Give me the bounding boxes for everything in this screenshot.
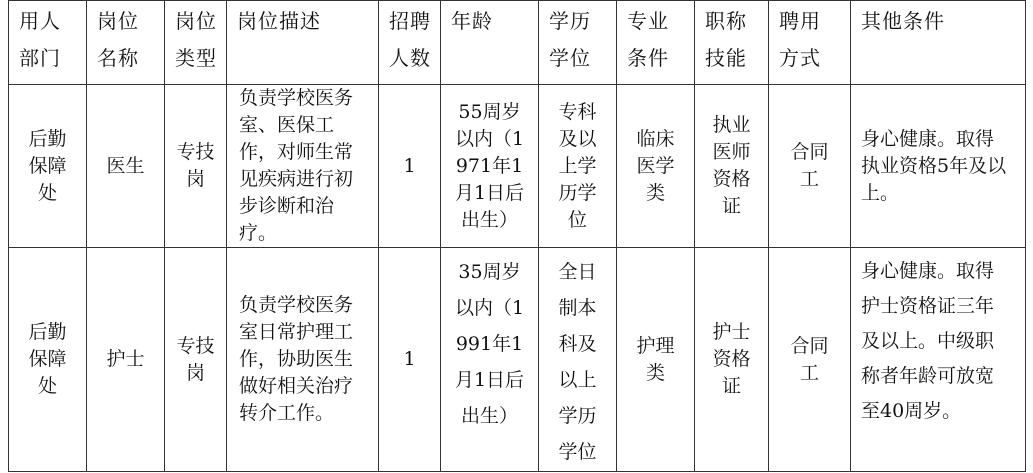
cell-description: 负责学校医务室、医保工作，对师生常见疾病进行初步诊断和治疗。 xyxy=(227,85,379,248)
cell-dept: 后勤保障处 xyxy=(9,248,87,472)
header-post-type: 岗位类型 xyxy=(165,1,227,85)
cell-hire: 合同工 xyxy=(769,85,851,248)
header-row xyxy=(9,1,1026,85)
cell-age: 35周岁以内（1991年1月1日后出生） xyxy=(441,248,539,472)
header-dept: 用人部门 xyxy=(9,1,87,85)
header-count: 招聘人数 xyxy=(379,1,441,85)
cell-education: 专科及以上学历学位 xyxy=(539,85,617,248)
cell-post-type: 专技岗 xyxy=(165,248,227,472)
header-hire: 聘用方式 xyxy=(769,1,851,85)
cell-major: 护理类 xyxy=(617,248,695,472)
cell-dept: 后勤保障处 xyxy=(9,85,87,248)
table-row xyxy=(9,248,1026,472)
header-description: 岗位描述 xyxy=(227,1,379,85)
recruitment-table xyxy=(8,0,1026,472)
cell-count: 1 xyxy=(379,85,441,248)
header-education: 学历学位 xyxy=(539,1,617,85)
cell-age: 55周岁以内（1971年1月1日后出生） xyxy=(441,85,539,248)
cell-description: 负责学校医务室日常护理工作，协助医生做好相关治疗转介工作。 xyxy=(227,248,379,472)
cell-count: 1 xyxy=(379,248,441,472)
cell-post-type: 专技岗 xyxy=(165,85,227,248)
cell-other: 身心健康。取得护士资格证三年及以上。中级职称者年龄可放宽至40周岁。 xyxy=(851,248,1026,472)
cell-other: 身心健康。取得执业资格5年及以上。 xyxy=(851,85,1026,248)
table-row xyxy=(9,85,1026,248)
cell-skill: 护士资格证 xyxy=(695,248,769,472)
header-other: 其他条件 xyxy=(851,1,1026,85)
header-age: 年龄 xyxy=(441,1,539,85)
cell-hire: 合同工 xyxy=(769,248,851,472)
cell-post-name: 护士 xyxy=(87,248,165,472)
cell-post-name: 医生 xyxy=(87,85,165,248)
cell-major: 临床医学类 xyxy=(617,85,695,248)
header-post-name: 岗位名称 xyxy=(87,1,165,85)
header-major: 专业条件 xyxy=(617,1,695,85)
header-skill: 职称技能 xyxy=(695,1,769,85)
cell-skill: 执业医师资格证 xyxy=(695,85,769,248)
cell-education: 全日制本科及以上学历学位 xyxy=(539,248,617,472)
